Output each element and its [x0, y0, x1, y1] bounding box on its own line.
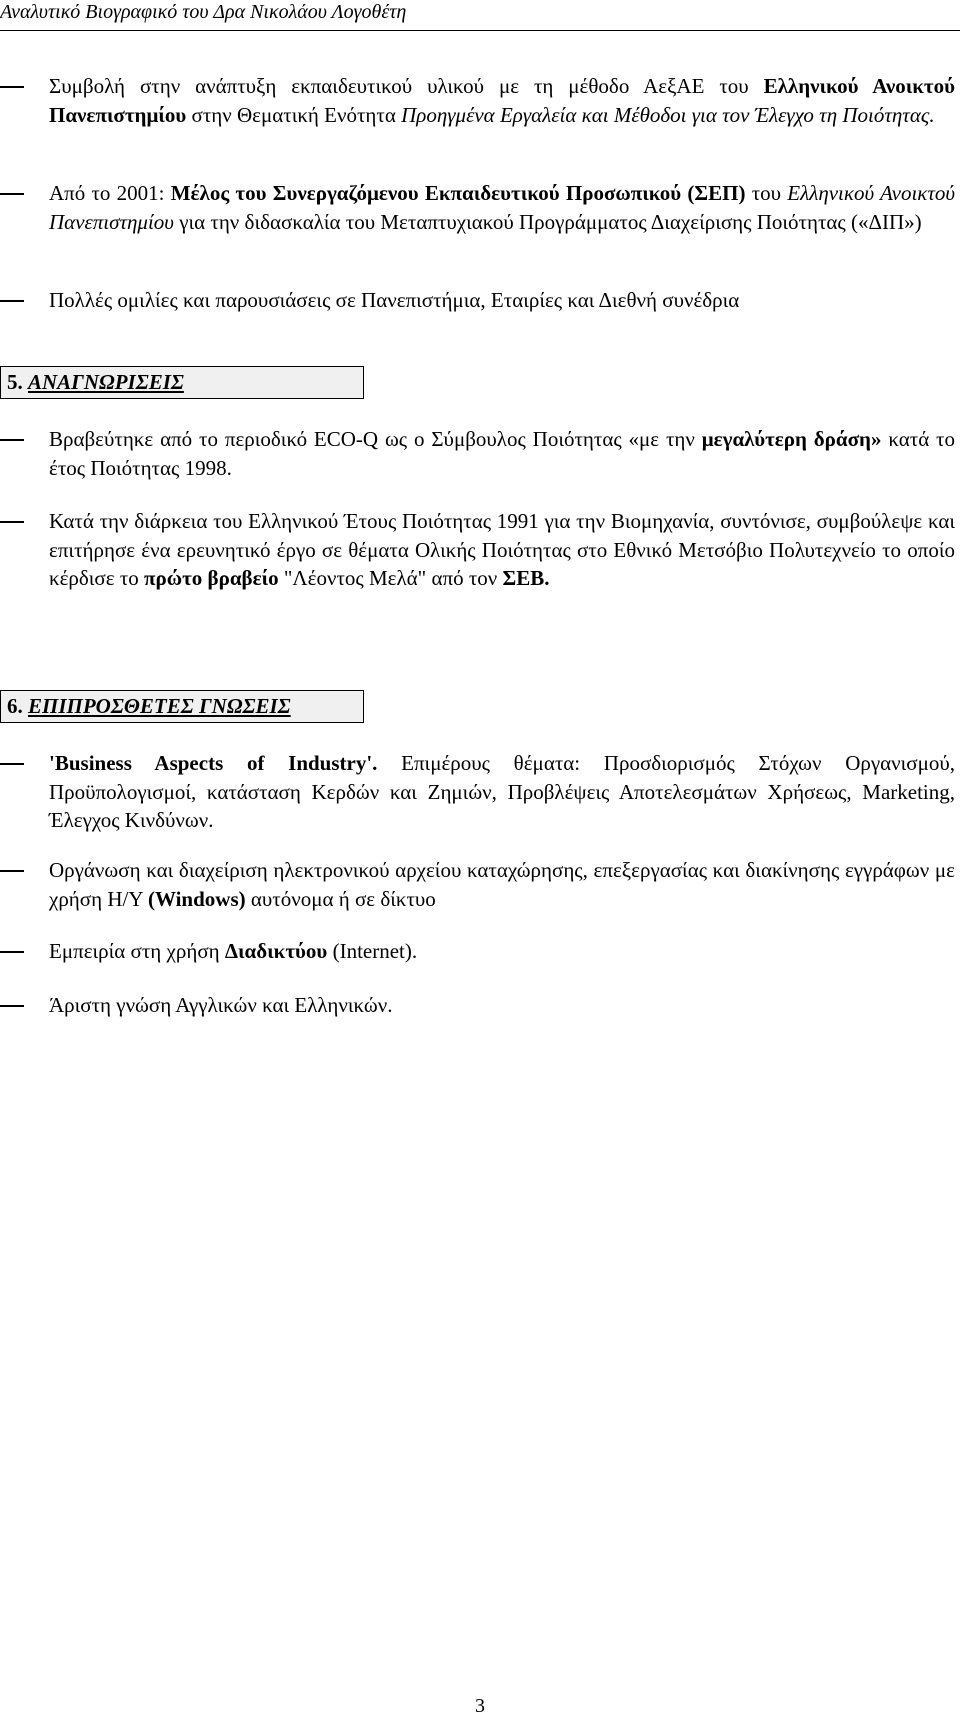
section-heading-additional-knowledge: 6. ΕΠΙΠΡΟΣΘΕΤΕΣ ΓΝΩΣΕΙΣ	[0, 690, 364, 723]
list-item: Βραβεύτηκε από το περιοδικό ECO-Q ως ο Σύμβουλος Ποιότητας «με την μεγαλύτερη δράση» κατά το έτος Ποιότητας 1998.	[49, 427, 955, 480]
page-number: 3	[475, 1695, 485, 1717]
page-header: Αναλυτικό Βιογραφικό του Δρα Νικολάου Λογοθέτη	[0, 1, 407, 23]
list-item: Κατά την διάρκεια του Ελληνικού Έτους Ποιότητας 1991 για την Βιομηχανία, συντόνισε, συμβούλεψε και επιτήρησε ένα ερευνητικό έργο σε θέματα Ολικής Ποιότητας στο Εθνικό Μετσόβιο Πολυτεχνείο το οποίο κέρδισε το πρώτο βραβείο "Λέοντος Μελά" από τον ΣΕΒ.	[49, 509, 955, 590]
list-item: Πολλές ομιλίες και παρουσιάσεις σε Πανεπιστήμια, Εταιρίες και Διεθνή συνέδρια	[49, 288, 740, 312]
list-item: Άριστη γνώση Αγγλικών και Ελληνικών.	[49, 993, 393, 1017]
list-item: Εμπειρία στη χρήση Διαδικτύου (Internet).	[49, 939, 418, 963]
header-divider	[0, 30, 960, 31]
list-item: Από το 2001: Μέλος του Συνεργαζόμενου Εκπαιδευτικού Προσωπικού (ΣΕΠ) του Ελληνικού Ανοικτού Πανεπιστημίου για την διδασκαλία του Μεταπτυχιακού Προγράμματος Διαχείρισης Ποιότητας («ΔΙΠ»)	[49, 181, 956, 234]
list-item: Οργάνωση και διαχείριση ηλεκτρονικού αρχείου καταχώρησης, επεξεργασίας και διακίνησης εγγράφων με χρήση Η/Υ (Windows) αυτόνομα ή σε δίκτυο	[49, 858, 955, 911]
list-item: Συμβολή στην ανάπτυξη εκπαιδευτικού υλικού με τη μέθοδο ΑεξΑΕ του Ελληνικού Ανοικτού Πανεπιστημίου στην Θεματική Ενότητα Προηγμένα Εργαλεία και Μέθοδοι για τον Έλεγχο τη Ποιότητας.	[49, 74, 955, 127]
list-item: 'Business Aspects of Industry'. Επιμέρους θέματα: Προσδιορισμός Στόχων Οργανισμού, Προϋπολογισμοί, κατάσταση Κερδών και Ζημιών, Προβλέψεις Αποτελεσμάτων Χρήσεως, Marketing, Έλεγχος Κινδύνων.	[49, 751, 955, 832]
section-heading-recognitions: 5. ΑΝΑΓΝΩΡΙΣΕΙΣ	[0, 366, 364, 399]
